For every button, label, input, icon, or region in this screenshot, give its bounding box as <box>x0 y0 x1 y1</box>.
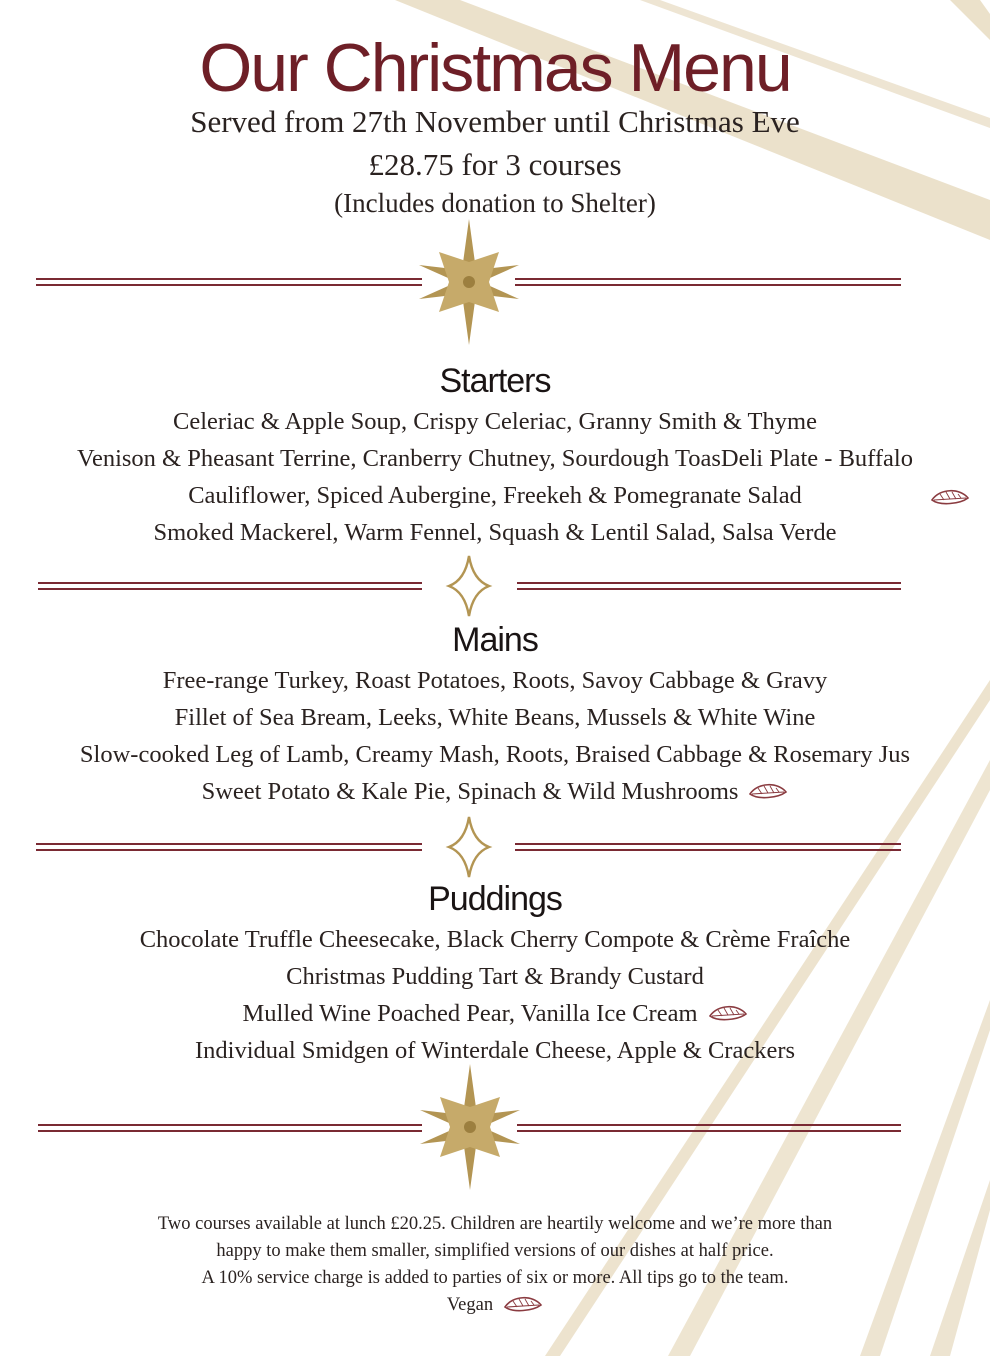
leaf-icon <box>930 488 970 506</box>
vegan-key <box>0 1292 990 1318</box>
leaf-icon <box>748 782 788 800</box>
menu-item: Slow-cooked Leg of Lamb, Creamy Mash, Roots, Braised Cabbage & Rosemary Jus <box>79 741 911 768</box>
diamond-star-icon <box>449 556 489 616</box>
menu-item: Individual Smidgen of Winterdale Cheese, Apple & Crackers <box>194 1037 796 1064</box>
leaf-icon <box>708 1004 748 1022</box>
menu-item: Fillet of Sea Bream, Leeks, White Beans, Mussels & White Wine <box>174 704 816 731</box>
divider-rule-right <box>515 278 901 286</box>
menu-title: Our Christmas Menu <box>199 30 791 106</box>
vegan-key-label: Vegan <box>446 1295 494 1315</box>
menu-item: Venison & Pheasant Terrine, Cranberry Chutney, Sourdough ToasDeli Plate - Buffalo <box>76 445 913 472</box>
menu-item: Chocolate Truffle Cheesecake, Black Cherry Compote & Crème Fraîche <box>139 926 851 953</box>
leaf-icon <box>503 1295 543 1313</box>
menu-price: £28.75 for 3 courses <box>368 147 622 182</box>
menu-item-text: Mulled Wine Poached Pear, Vanilla Ice Cream <box>242 1000 698 1027</box>
menu-item-text: Sweet Potato & Kale Pie, Spinach & Wild Mushrooms <box>201 778 739 805</box>
menu-item: Smoked Mackerel, Warm Fennel, Squash & Lentil Salad, Salsa Verde <box>153 519 837 546</box>
compass-star-icon <box>420 1064 520 1190</box>
menu-item <box>0 776 990 808</box>
compass-star-icon <box>419 219 519 345</box>
footer-service-note: A 10% service charge is added to parties of six or more. All tips go to the team. <box>201 1268 789 1288</box>
menu-item: Free-range Turkey, Roast Potatoes, Roots, Savoy Cabbage & Gravy <box>162 667 828 694</box>
section-heading-puddings: Puddings <box>428 880 562 918</box>
menu-item: Christmas Pudding Tart & Brandy Custard <box>286 963 704 990</box>
menu-item-text: Cauliflower, Spiced Aubergine, Freekeh & Pomegranate Salad <box>188 482 802 509</box>
diamond-star-icon <box>449 817 489 877</box>
menu-item <box>0 998 990 1030</box>
donation-note: (Includes donation to Shelter) <box>334 188 656 218</box>
section-heading-mains: Mains <box>452 621 538 659</box>
footer-lunch-note: Two courses available at lunch £20.25. Children are heartily welcome and we’re more than <box>157 1214 833 1234</box>
menu-item: Celeriac & Apple Soup, Crispy Celeriac, Granny Smith & Thyme <box>173 408 817 435</box>
served-dates: Served from 27th November until Christmas Eve <box>190 104 800 139</box>
divider-rule-left <box>36 278 422 286</box>
footer-children-note: happy to make them smaller, simplified versions of our dishes at half price. <box>216 1241 774 1261</box>
section-heading-starters: Starters <box>439 362 551 400</box>
menu-item <box>0 480 990 512</box>
